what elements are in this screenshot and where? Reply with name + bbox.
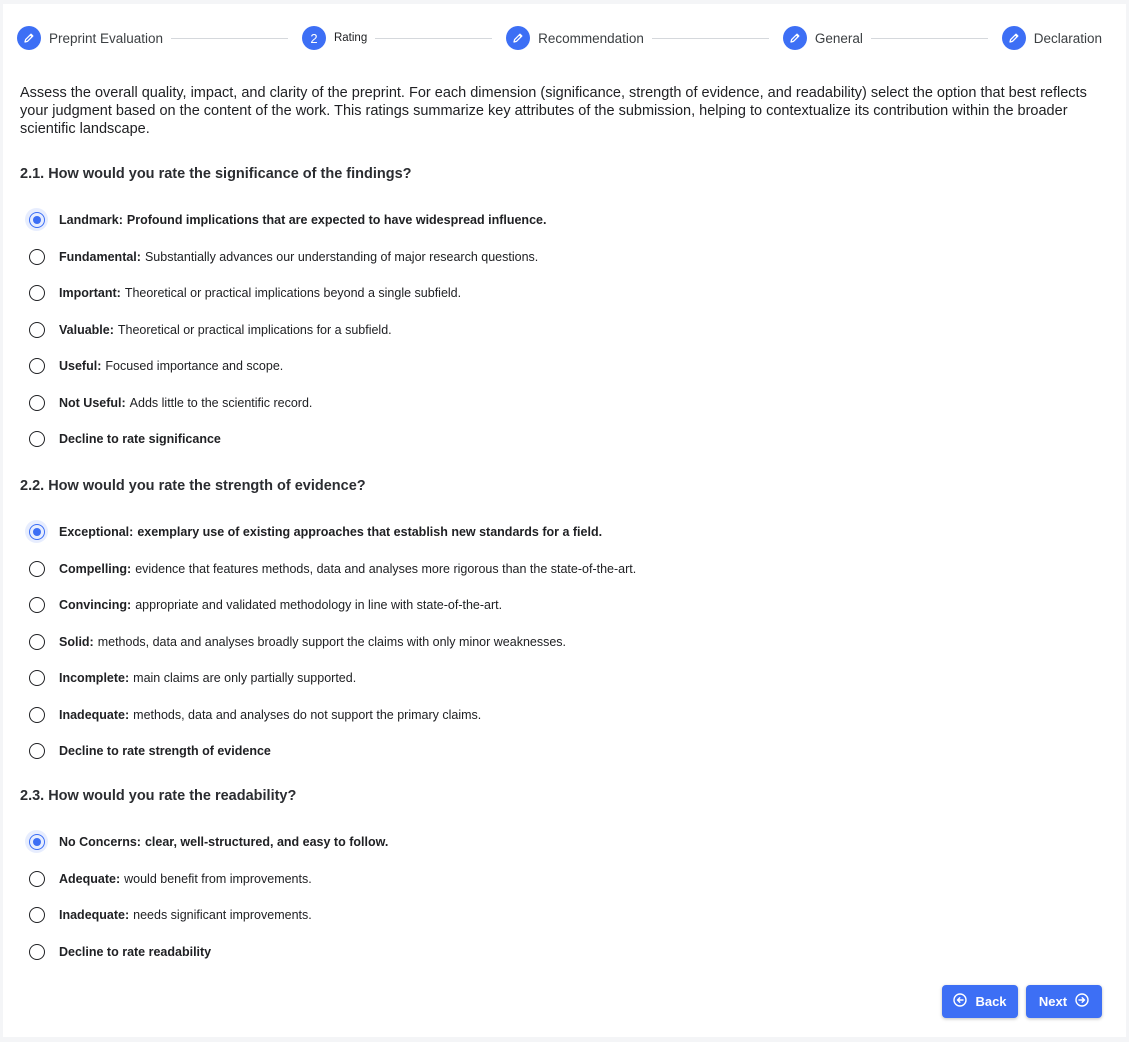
option-label: Decline to rate significance xyxy=(59,432,221,447)
readability-options xyxy=(29,824,388,970)
pencil-icon xyxy=(783,26,807,50)
radio-option-compelling[interactable] xyxy=(29,551,636,588)
option-text: methods, data and analyses broadly support the claims with only minor weaknesses. xyxy=(97,634,567,649)
radio-option-decline-evidence[interactable] xyxy=(29,733,636,770)
option-text: appropriate and validated methodology in line with state-of-the-art. xyxy=(135,598,503,613)
radio-button[interactable] xyxy=(29,871,45,887)
question-readability: 2.3. How would you rate the readability? xyxy=(20,788,297,804)
step-label: Declaration xyxy=(1033,30,1103,46)
step-connector xyxy=(652,38,769,39)
radio-button[interactable] xyxy=(29,524,45,540)
radio-button[interactable] xyxy=(29,834,45,850)
radio-button[interactable] xyxy=(29,431,45,447)
radio-button[interactable] xyxy=(29,212,45,228)
step-connector xyxy=(871,38,988,39)
step-recommendation[interactable] xyxy=(506,26,644,50)
radio-option-useful[interactable] xyxy=(29,348,546,385)
option-text: Theoretical or practical implications for a subfield. xyxy=(117,322,392,337)
radio-option-convincing[interactable] xyxy=(29,587,636,624)
step-number: 2 xyxy=(302,26,326,50)
option-label: Valuable: xyxy=(59,322,114,337)
option-label: Important: xyxy=(59,286,121,301)
radio-option-important[interactable] xyxy=(29,275,546,312)
radio-option-inadequate-evidence[interactable] xyxy=(29,697,636,734)
radio-button[interactable] xyxy=(29,743,45,759)
radio-button[interactable] xyxy=(29,249,45,265)
intro-text: Assess the overall quality, impact, and clarity of the preprint. For each dimension (significance, strength of evidence, and readability) select the option that best reflects your judgment based on the content of the work. This ratings summarize key attributes of the submission, helping to contextualize its contribution within the broader scientific landscape. xyxy=(20,85,1087,137)
arrow-left-circle-icon xyxy=(953,993,975,1010)
step-rating[interactable] xyxy=(302,26,367,50)
back-label: Back xyxy=(975,994,1007,1009)
radio-option-decline-readability[interactable] xyxy=(29,934,388,971)
radio-button[interactable] xyxy=(29,597,45,613)
pencil-icon xyxy=(506,26,530,50)
progress-stepper xyxy=(17,25,1102,51)
option-text: would benefit from improvements. xyxy=(124,871,312,886)
option-text: clear, well-structured, and easy to follow. xyxy=(144,835,389,850)
step-label: Rating xyxy=(333,32,368,44)
question-strength-of-evidence: 2.2. How would you rate the strength of evidence? xyxy=(20,478,366,494)
radio-option-fundamental[interactable] xyxy=(29,239,546,276)
option-label: Decline to rate strength of evidence xyxy=(59,744,271,759)
option-text: Profound implications that are expected to have widespread influence. xyxy=(126,213,547,228)
option-text: evidence that features methods, data and analyses more rigorous than the state-of-the-art. xyxy=(135,561,637,576)
option-text: Focused importance and scope. xyxy=(105,359,284,374)
option-text: Substantially advances our understanding of major research questions. xyxy=(144,249,539,264)
option-label: Exceptional: xyxy=(59,525,134,540)
radio-option-adequate[interactable] xyxy=(29,861,388,898)
option-label: Not Useful: xyxy=(59,395,126,410)
option-label: Adequate: xyxy=(59,871,121,886)
option-label: Decline to rate readability xyxy=(59,944,212,959)
radio-option-solid[interactable] xyxy=(29,624,636,661)
option-label: Inadequate: xyxy=(59,908,130,923)
step-connector xyxy=(375,38,492,39)
option-label: Useful: xyxy=(59,359,102,374)
option-label: Convincing: xyxy=(59,598,132,613)
option-text: Adds little to the scientific record. xyxy=(129,395,313,410)
radio-option-incomplete[interactable] xyxy=(29,660,636,697)
radio-button[interactable] xyxy=(29,707,45,723)
step-general[interactable] xyxy=(783,26,863,50)
radio-option-landmark[interactable] xyxy=(29,202,546,239)
option-text: exemplary use of existing approaches that establish new standards for a field. xyxy=(137,525,603,540)
radio-option-not-useful[interactable] xyxy=(29,385,546,422)
radio-button[interactable] xyxy=(29,395,45,411)
radio-button[interactable] xyxy=(29,322,45,338)
option-text: Theoretical or practical implications beyond a single subfield. xyxy=(124,286,462,301)
radio-button[interactable] xyxy=(29,944,45,960)
option-label: Inadequate: xyxy=(59,707,130,722)
step-label: Recommendation xyxy=(538,30,644,46)
radio-option-inadequate-readability[interactable] xyxy=(29,897,388,934)
option-label: Compelling: xyxy=(59,561,132,576)
radio-button[interactable] xyxy=(29,670,45,686)
pencil-icon xyxy=(17,26,41,50)
next-label: Next xyxy=(1038,994,1068,1009)
radio-option-valuable[interactable] xyxy=(29,312,546,349)
radio-button[interactable] xyxy=(29,285,45,301)
option-label: Landmark: xyxy=(59,213,123,228)
option-label: Incomplete: xyxy=(59,671,130,686)
next-button[interactable] xyxy=(1026,985,1102,1018)
radio-button[interactable] xyxy=(29,561,45,577)
step-label: Preprint Evaluation xyxy=(49,30,164,46)
option-text: main claims are only partially supported. xyxy=(133,671,357,686)
question-significance: 2.1. How would you rate the significance of the findings? xyxy=(20,166,412,182)
step-connector xyxy=(171,38,288,39)
radio-option-exceptional[interactable] xyxy=(29,514,636,551)
step-label: General xyxy=(814,30,863,46)
step-declaration[interactable] xyxy=(1002,26,1102,50)
significance-options xyxy=(29,202,546,458)
radio-button[interactable] xyxy=(29,907,45,923)
radio-option-decline-significance[interactable] xyxy=(29,421,546,458)
arrow-right-circle-icon xyxy=(1067,993,1089,1010)
option-text: methods, data and analyses do not support the primary claims. xyxy=(133,707,482,722)
radio-button[interactable] xyxy=(29,358,45,374)
option-label: No Concerns: xyxy=(59,835,141,850)
option-text: needs significant improvements. xyxy=(133,908,312,923)
pencil-icon xyxy=(1002,26,1026,50)
back-button[interactable] xyxy=(942,985,1018,1018)
radio-option-no-concerns[interactable] xyxy=(29,824,388,861)
option-label: Fundamental: xyxy=(59,249,141,264)
step-preprint-evaluation[interactable] xyxy=(17,26,163,50)
option-label: Solid: xyxy=(59,634,94,649)
radio-button[interactable] xyxy=(29,634,45,650)
evidence-options xyxy=(29,514,636,770)
